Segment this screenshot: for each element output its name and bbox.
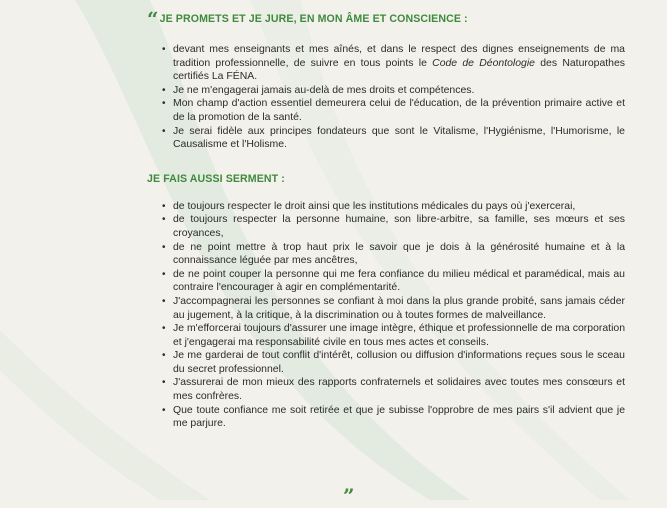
oath-item: • Je ne m'engagerai jamais au-delà de mes droits et compétences.	[147, 84, 625, 98]
serment-item: • de ne point couper la personne qui me fera confiance du milieu médical et paramédical, mais au contraire l'encourager à agir en complémentarité.	[147, 268, 625, 295]
code-deontologie-italic: Code de Déontologie	[432, 57, 535, 69]
serment-item: • de toujours respecter la personne humaine, son libre-arbitre, sa famille, ses mœurs et ses croyances,	[147, 213, 625, 240]
serment-item: • de toujours respecter le droit ainsi que les institutions médicales du pays où j'exercerai,	[147, 200, 625, 214]
open-quote-mark: “	[147, 7, 159, 31]
serment-item: • Je me garderai de tout conflit d'intérêt, collusion ou diffusion d'informations reçues sous le sceau du secret professionnel.	[147, 349, 625, 376]
close-quote-mark: ”	[343, 484, 355, 508]
serment-item: • de ne point mettre à trop haut prix le savoir que je dois à la générosité humaine et à la connaissance léguée par mes ancêtres,	[147, 241, 625, 268]
oath-document	[147, 8, 625, 431]
serment-list	[147, 200, 625, 431]
oath-item: • devant mes enseignants et mes aînés, et dans le respect des dignes enseignements de ma tradition professionnelle, de suivre en tous points le Code de Déontologie des Naturopathes certifiés La FÉNA.	[147, 43, 625, 84]
serment-item: • Je m'efforcerai toujours d'assurer une image intègre, éthique et professionnelle de ma corporation et j'engagerai ma responsabilité civile en tous mes actes et conseils.	[147, 322, 625, 349]
oath-item: • Je serai fidèle aux principes fondateurs que sont le Vitalisme, l'Hygiénisme, l'Humorisme, le Causalisme et l'Holisme.	[147, 125, 625, 152]
serment-heading: JE FAIS AUSSI SERMENT :	[147, 172, 285, 185]
oath-heading-text: JE PROMETS ET JE JURE, EN MON ÂME ET CONSCIENCE :	[159, 13, 468, 25]
serment-item: • J'accompagnerai les personnes se confiant à moi dans la plus grande probité, sans jamais céder au jugement, à la critique, à la discrimination ou à toutes formes de malveillance.	[147, 295, 625, 322]
serment-item: • Que toute confiance me soit retirée et que je subisse l'opprobre de mes pairs s'il advient que je me parjure.	[147, 404, 625, 431]
serment-item: • J'assurerai de mon mieux des rapports confraternels et solidaires avec toutes mes consœurs et mes confrères.	[147, 376, 625, 403]
oath-item: • Mon champ d'action essentiel demeurera celui de l'éducation, de la prévention primaire active et de la promotion de la santé.	[147, 97, 625, 124]
oath-heading	[147, 8, 625, 30]
oath-list	[147, 43, 625, 152]
